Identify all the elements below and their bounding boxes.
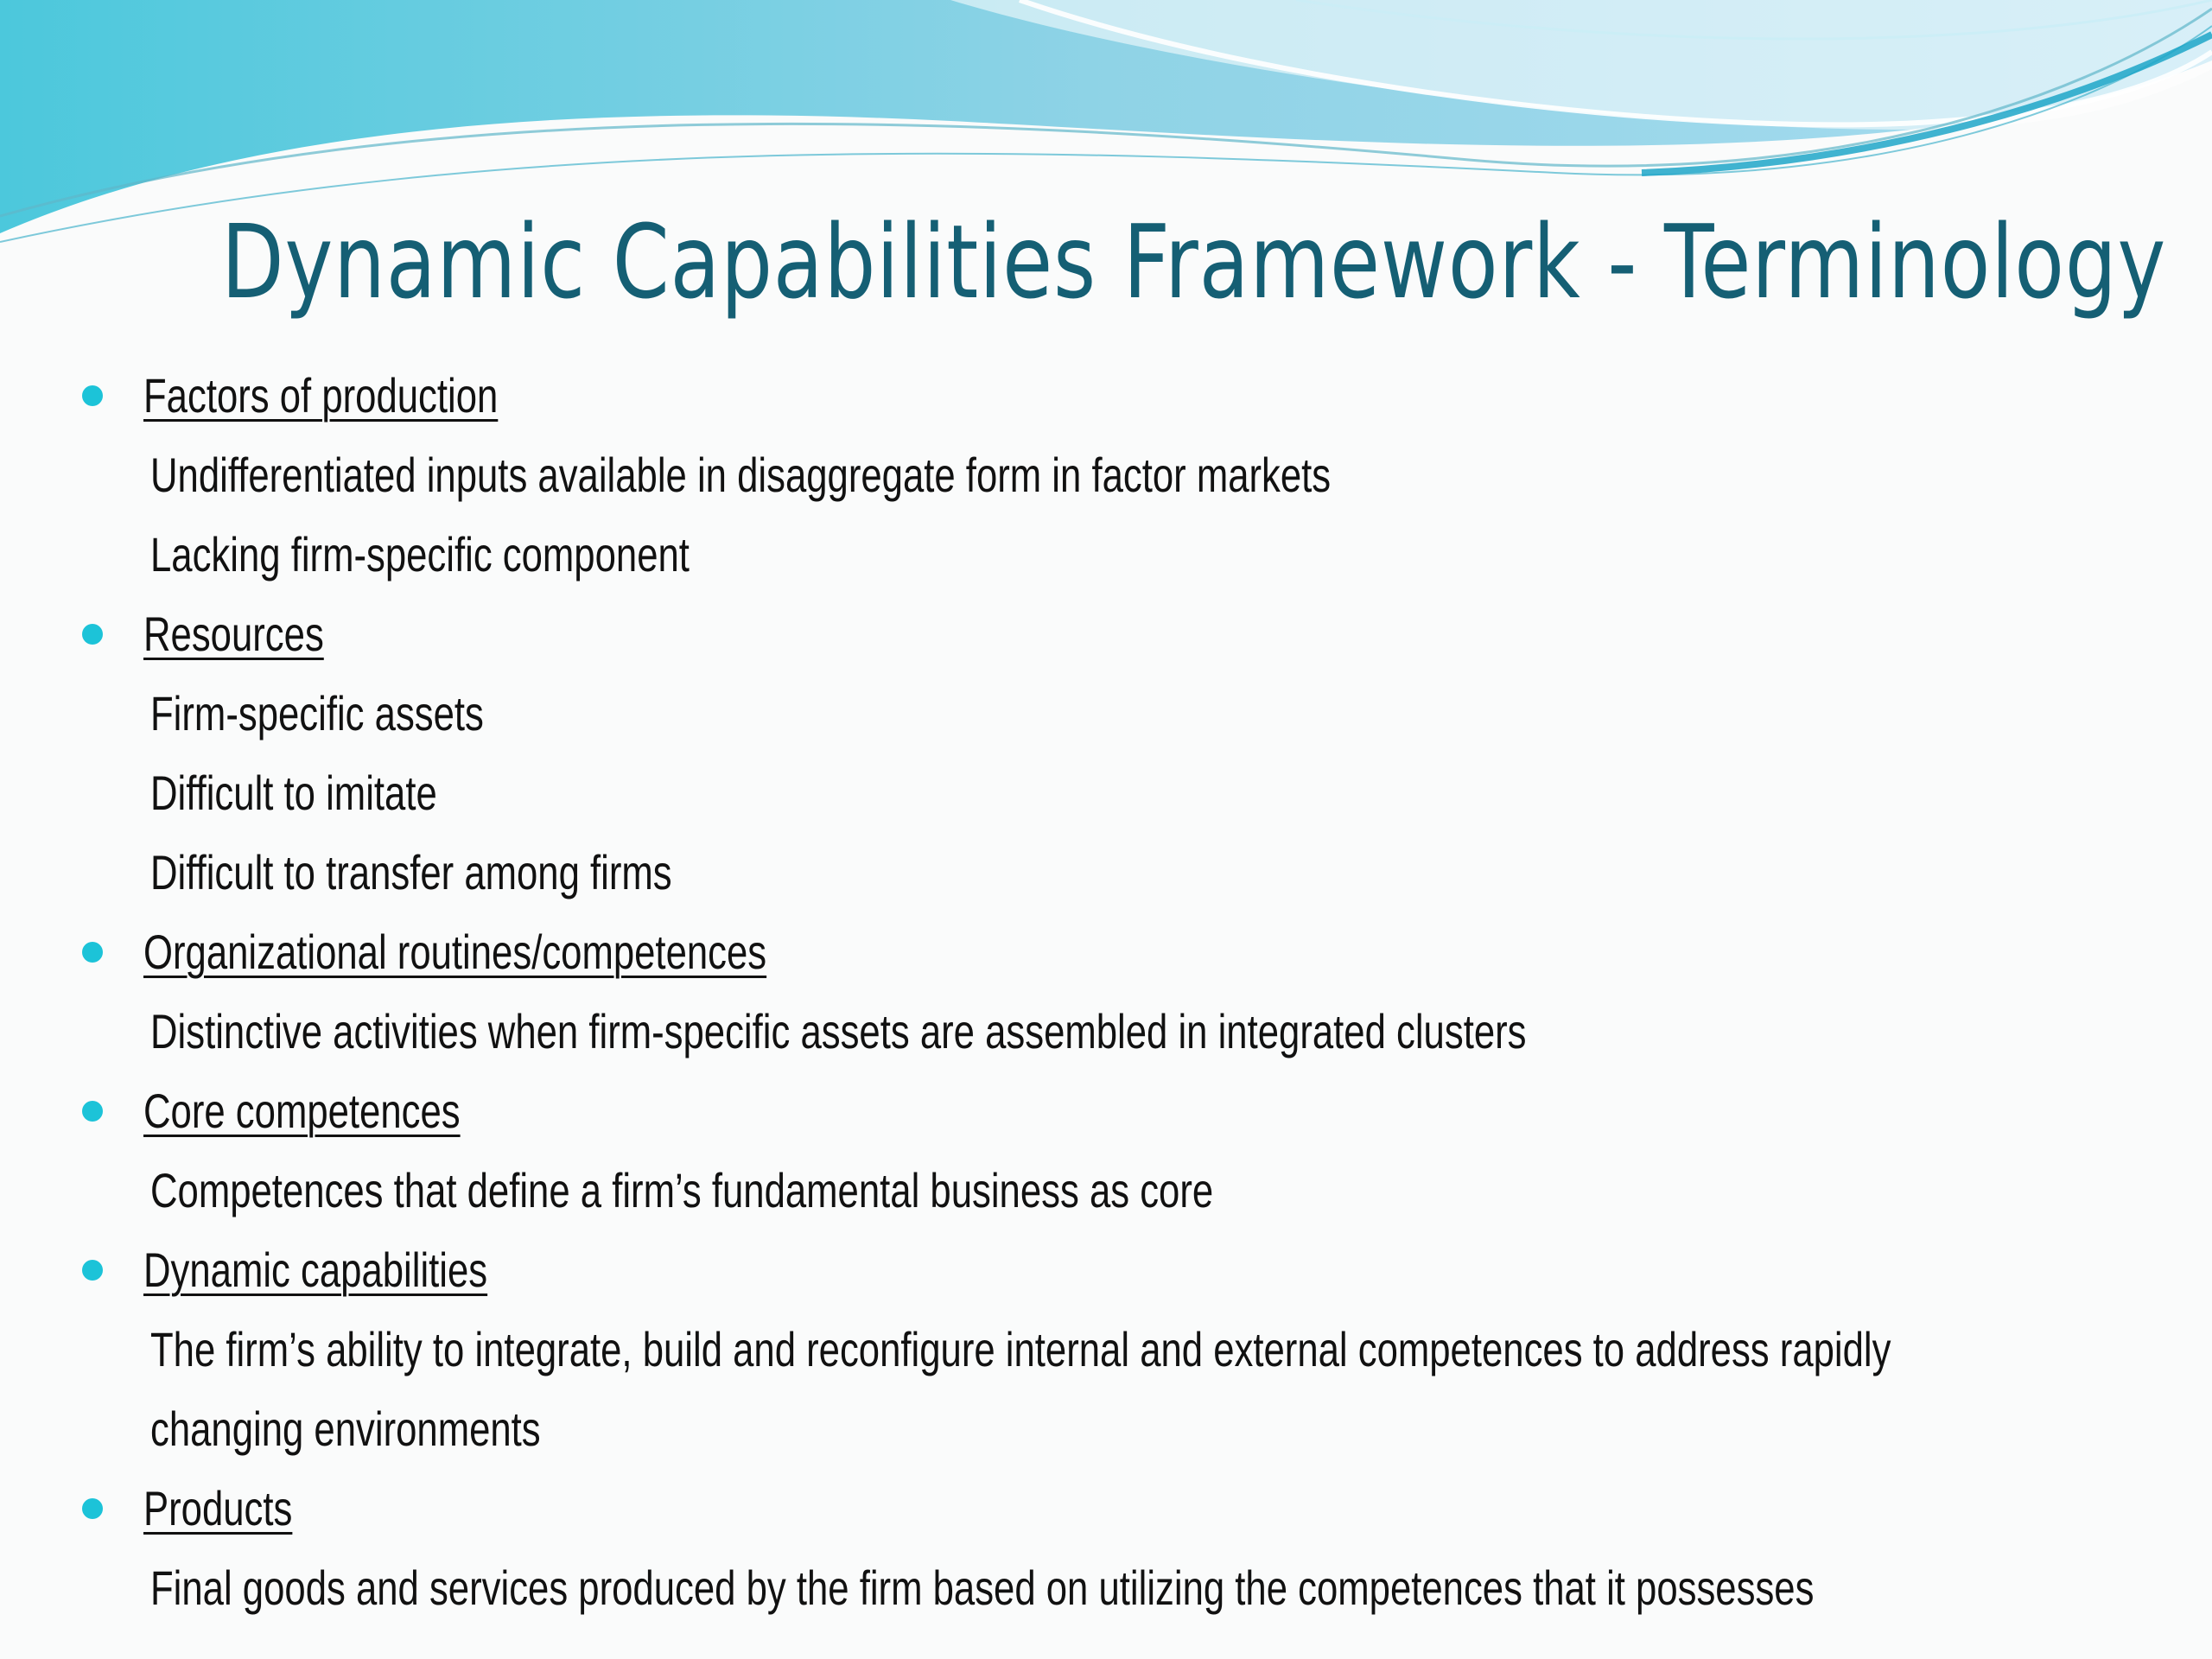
list-item-term bbox=[0, 1071, 2212, 1151]
list-item-term bbox=[0, 1469, 2212, 1548]
list-item-description bbox=[0, 435, 2212, 515]
list-item-description bbox=[0, 992, 2212, 1071]
description-text: Undifferentiated inputs available in disaggregate form in factor markets bbox=[150, 448, 1332, 502]
list-item-description bbox=[0, 1389, 2212, 1469]
bullet-icon bbox=[82, 1101, 103, 1122]
bullet-icon bbox=[82, 624, 103, 645]
description-text: changing environments bbox=[150, 1402, 541, 1456]
list-item-description bbox=[0, 515, 2212, 594]
description-text: Firm-specific assets bbox=[150, 686, 484, 741]
list-item-description bbox=[0, 833, 2212, 912]
list-item-description bbox=[0, 1310, 2212, 1389]
list-item-description bbox=[0, 674, 2212, 753]
description-text: Final goods and services produced by the firm based on utilizing the competences that it possesses bbox=[150, 1560, 1815, 1615]
bullet-icon bbox=[82, 1260, 103, 1281]
description-text: Lacking firm-specific component bbox=[150, 527, 690, 582]
term-factors-of-production: Factors of production bbox=[143, 368, 499, 423]
list-item-description bbox=[0, 1548, 2212, 1628]
slide-title: Dynamic Capabilities Framework - Terminology bbox=[221, 202, 2167, 321]
list-item-description bbox=[0, 1151, 2212, 1230]
list-item-term bbox=[0, 356, 2212, 435]
list-item-description bbox=[0, 753, 2212, 833]
term-organizational-routines: Organizational routines/competences bbox=[143, 925, 767, 979]
description-text: Distinctive activities when firm-specific assets are assembled in integrated clusters bbox=[150, 1004, 1527, 1058]
term-resources: Resources bbox=[143, 607, 324, 661]
description-text: Difficult to imitate bbox=[150, 766, 437, 820]
term-products: Products bbox=[143, 1481, 293, 1535]
term-dynamic-capabilities: Dynamic capabilities bbox=[143, 1243, 488, 1297]
description-text: Difficult to transfer among firms bbox=[150, 845, 672, 899]
bullet-icon bbox=[82, 1498, 103, 1519]
list-item-term bbox=[0, 594, 2212, 674]
bullet-icon bbox=[82, 942, 103, 963]
description-text: Competences that define a firm’s fundamental business as core bbox=[150, 1163, 1214, 1217]
term-core-competences: Core competences bbox=[143, 1084, 461, 1138]
bullet-icon bbox=[82, 385, 103, 406]
list-item-term bbox=[0, 912, 2212, 992]
list-item-term bbox=[0, 1230, 2212, 1310]
description-text: The firm’s ability to integrate, build and reconfigure internal and external competences to address rapidly bbox=[150, 1322, 1891, 1376]
